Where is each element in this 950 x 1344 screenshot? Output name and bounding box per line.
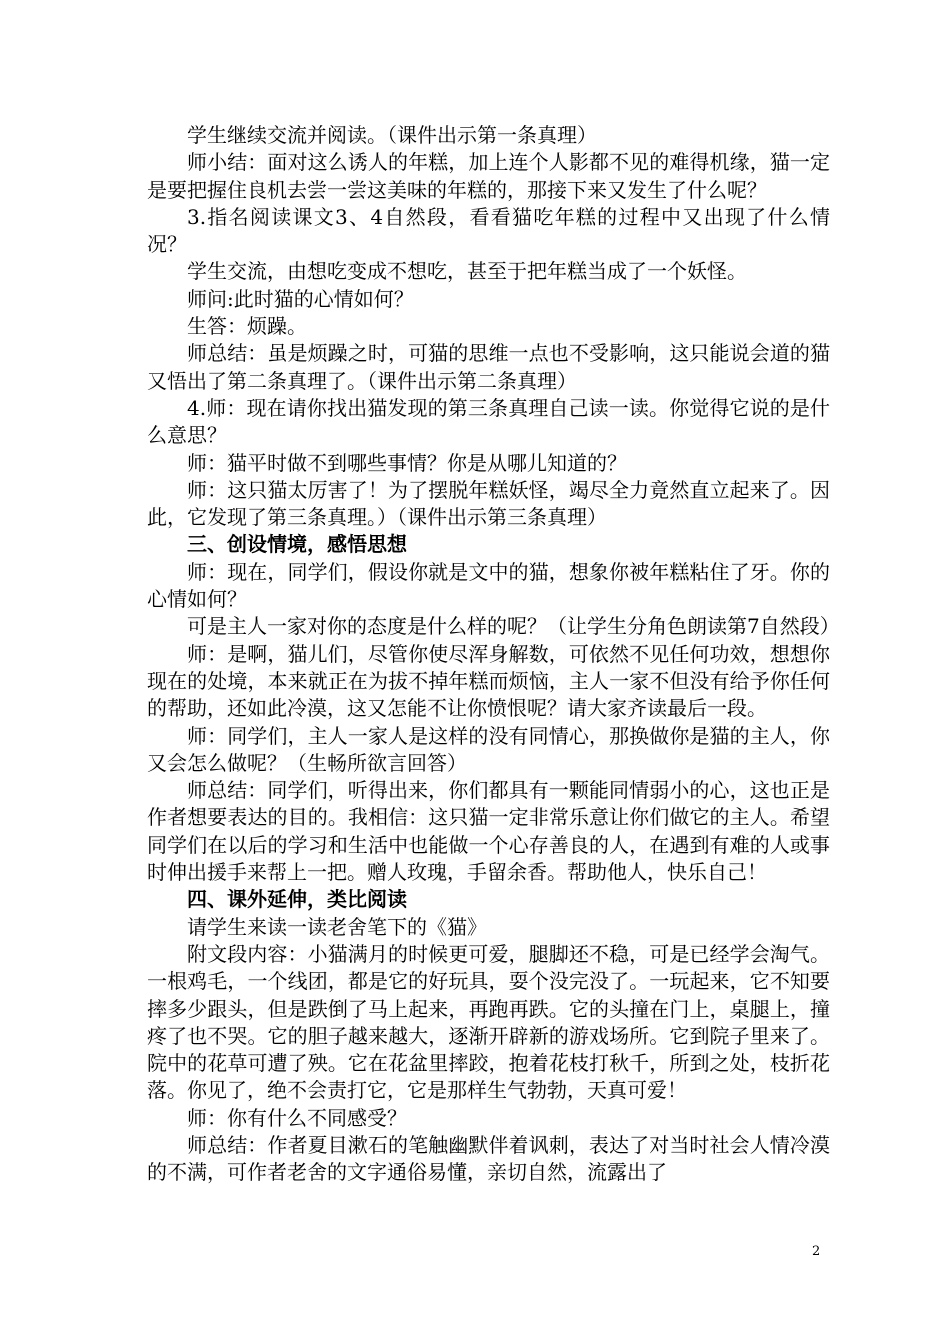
paragraph: 师总结：同学们，听得出来，你们都具有一颗能同情弱小的心，这也正是作者想要表达的目的。我相信：这只猫一定非常乐意让你们做它的主人。希望同学们在以后的学习和生活中也能做一个心存善良的人，在遇到有难的人或事时伸出援手来帮上一把。赠人玫瑰，手留余香。帮助他人，快乐自己！	[147, 778, 830, 885]
paragraph: 学生继续交流并阅读。（课件出示第一条真理）	[187, 123, 597, 147]
paragraph: 请学生来读一读老舍笔下的《猫》	[187, 914, 487, 939]
paragraph: 师：猫平时做不到哪些事情？你是从哪儿知道的？	[187, 450, 627, 475]
section-heading: 四、课外延伸，类比阅读	[187, 887, 407, 912]
paragraph: 学生交流，由想吃变成不想吃，甚至于把年糕当成了一个妖怪。	[187, 259, 747, 284]
document-body	[147, 122, 840, 1187]
paragraph: 师：这只猫太厉害了！为了摆脱年糕妖怪，竭尽全力竟然直立起来了。因此，它发现了第三条真理。）（课件出示第三条真理）	[147, 477, 830, 530]
paragraph: 师问:此时猫的心情如何？	[187, 286, 414, 311]
paragraph: 师总结：作者夏目漱石的笔触幽默伴着讽刺，表达了对当时社会人情冷漠的不满，可作者老舍的文字通俗易懂，亲切自然，流露出了	[147, 1132, 830, 1185]
section-heading: 三、创设情境，感悟思想	[187, 532, 407, 557]
paragraph: 可是主人一家对你的态度是什么样的呢？（让学生分角色朗读第7自然段）	[187, 614, 840, 639]
paragraph: 师：现在，同学们，假设你就是文中的猫，想象你被年糕粘住了牙。你的心情如何？	[147, 559, 830, 612]
page-number: 2	[812, 1244, 821, 1259]
paragraph: 师小结：面对这么诱人的年糕，加上连个人影都不见的难得机缘，猫一定是要把握住良机去尝一尝这美味的年糕的，那接下来又发生了什么呢？	[147, 150, 830, 202]
paragraph: 生答：烦躁。	[187, 314, 307, 339]
paragraph: 4.师：现在请你找出猫发现的第三条真理自己读一读。你觉得它说的是什么意思？	[147, 395, 830, 448]
paragraph: 师：你有什么不同感受？	[187, 1105, 407, 1130]
paragraph: 师总结：虽是烦躁之时，可猫的思维一点也不受影响，这只能说会道的猫又悟出了第二条真理了。（课件出示第二条真理）	[147, 341, 830, 393]
paragraph: 附文段内容：小猫满月的时候更可爱，腿脚还不稳，可是已经学会淘气。一根鸡毛，一个线团，都是它的好玩具，耍个没完没了。一玩起来，它不知要摔多少跟头，但是跌倒了马上起来，再跑再跌。它的头撞在门上，桌腿上，撞疼了也不哭。它的胆子越来越大，逐渐开辟新的游戏场所。它到院子里来了。院中的花草可遭了殃。它在花盆里摔跤，抱着花枝打秋千，所到之处，枝折花落。你见了，绝不会责打它，它是那样生气勃勃，天真可爱！	[147, 941, 830, 1103]
paragraph: 师：同学们，主人一家人是这样的没有同情心，那换做你是猫的主人，你又会怎么做呢？（生畅所欲言回答）	[147, 723, 830, 775]
paragraph: 3.指名阅读课文3、4自然段，看看猫吃年糕的过程中又出现了什么情况？	[147, 204, 830, 257]
paragraph: 师：是啊，猫儿们，尽管你使尽浑身解数，可依然不见任何功效，想想你现在的处境，本来就正在为拔不掉年糕而烦恼，主人一家不但没有给予你任何的帮助，还如此冷漠，这又怎能不让你愤恨呢？请大家齐读最后一段。	[147, 641, 830, 721]
